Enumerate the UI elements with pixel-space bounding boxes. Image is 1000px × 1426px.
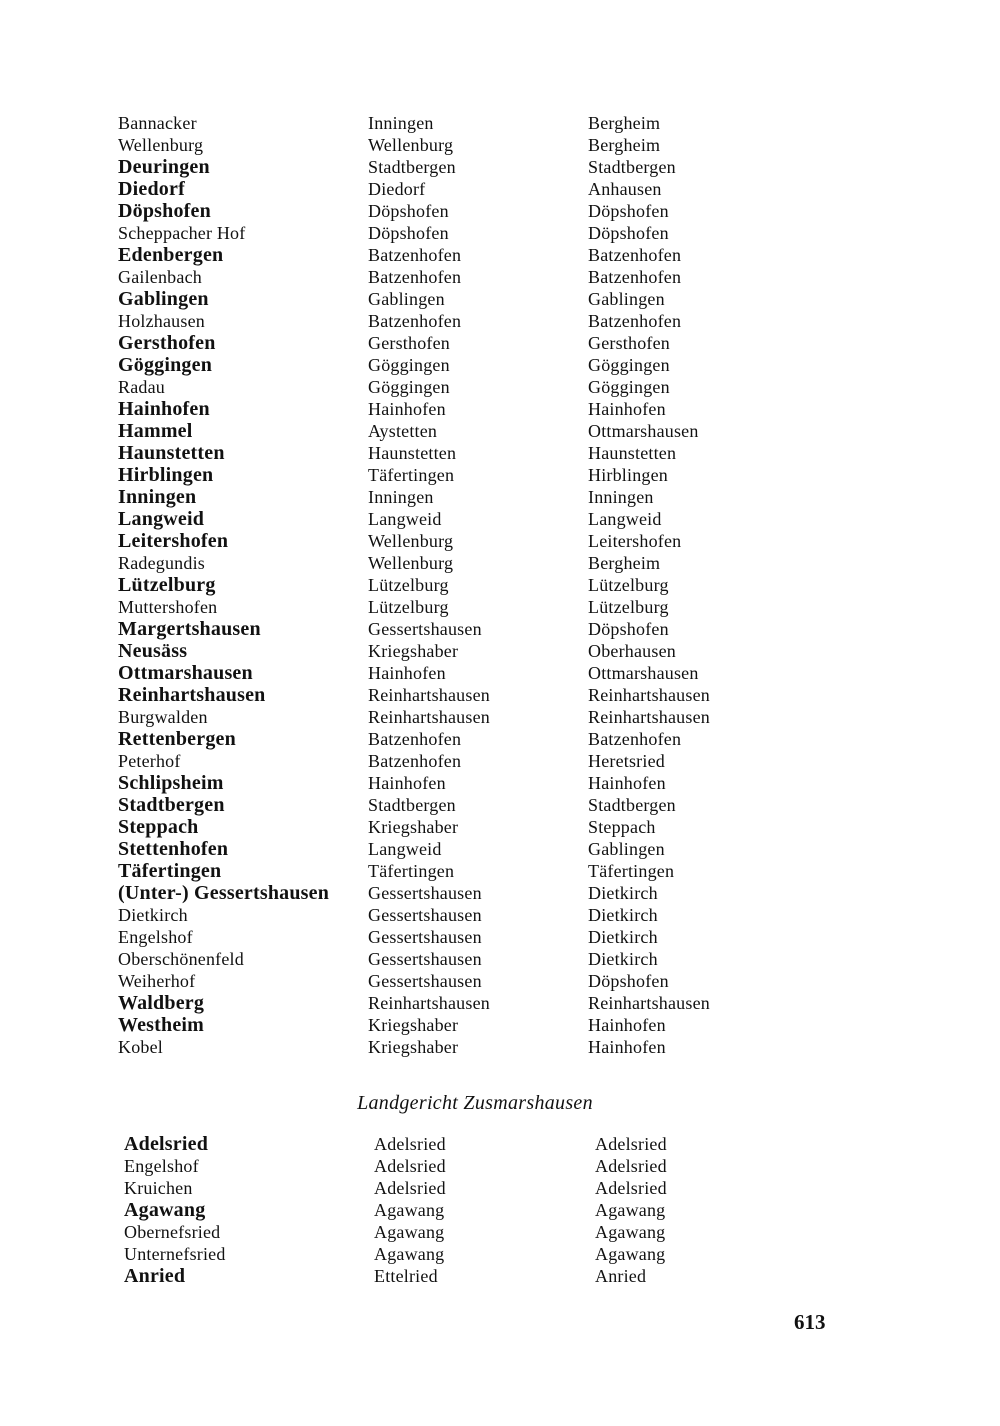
table-row [0, 398, 1000, 420]
place-name: Inningen [118, 486, 197, 508]
place-name: Kobel [118, 1037, 163, 1057]
parish-name: Göggingen [368, 377, 450, 397]
parish-name: Wellenburg [368, 553, 454, 573]
table-row [0, 596, 1000, 618]
district-name: Batzenhofen [588, 245, 682, 265]
district-name: Stadtbergen [588, 795, 676, 815]
parish-name: Göggingen [368, 355, 450, 375]
place-name: Wellenburg [118, 135, 204, 155]
parish-name: Gersthofen [368, 333, 450, 353]
place-name: Radau [118, 377, 165, 397]
table-row [0, 904, 1000, 926]
parish-name: Gessertshausen [368, 927, 482, 947]
table-row [0, 772, 1000, 794]
place-name: Oberschönenfeld [118, 949, 244, 969]
place-name: Scheppacher Hof [118, 223, 246, 243]
district-name: Döpshofen [588, 619, 669, 639]
district-name: Bergheim [588, 553, 661, 573]
district-name: Batzenhofen [588, 729, 682, 749]
place-name: Holzhausen [118, 311, 205, 331]
table-row [0, 1265, 1000, 1287]
parish-name: Diedorf [368, 179, 426, 199]
table-row [0, 530, 1000, 552]
place-name: Hainhofen [118, 398, 210, 420]
table-row [0, 508, 1000, 530]
place-name: Hirblingen [118, 464, 214, 486]
parish-name: Täfertingen [368, 861, 455, 881]
district-name: Batzenhofen [588, 311, 682, 331]
district-name: Reinhartshausen [588, 685, 710, 705]
table-row [0, 728, 1000, 750]
parish-name: Batzenhofen [368, 311, 462, 331]
place-name: Deuringen [118, 156, 210, 178]
place-name: Engelshof [118, 927, 193, 947]
parish-name: Kriegshaber [368, 1037, 459, 1057]
district-name: Oberhausen [588, 641, 676, 661]
parish-name: Hainhofen [368, 663, 446, 683]
place-name: Kruichen [124, 1178, 193, 1198]
district-name: Lützelburg [588, 575, 669, 595]
table-row [0, 1221, 1000, 1243]
district-name: Adelsried [595, 1156, 667, 1176]
place-name: Burgwalden [118, 707, 208, 727]
parish-name: Kriegshaber [368, 641, 459, 661]
table-row [0, 838, 1000, 860]
district-name: Stadtbergen [588, 157, 676, 177]
district-name: Hainhofen [588, 773, 666, 793]
district-name: Gersthofen [588, 333, 670, 353]
parish-name: Reinhartshausen [368, 707, 490, 727]
district-name: Hainhofen [588, 1037, 666, 1057]
parish-name: Inningen [368, 113, 434, 133]
place-name: Waldberg [118, 992, 205, 1014]
parish-name: Hainhofen [368, 773, 446, 793]
table-row [0, 200, 1000, 222]
district-name: Reinhartshausen [588, 993, 710, 1013]
table-row [0, 1243, 1000, 1265]
parish-name: Langweid [368, 839, 442, 859]
district-name: Inningen [588, 487, 654, 507]
district-name: Dietkirch [588, 927, 658, 947]
table-row [0, 662, 1000, 684]
district-name: Hainhofen [588, 1015, 666, 1035]
place-name: Täfertingen [118, 860, 222, 882]
parish-name: Gablingen [368, 289, 445, 309]
parish-name: Gessertshausen [368, 905, 482, 925]
place-name: Gailenbach [118, 267, 202, 287]
place-name: Stadtbergen [118, 794, 225, 816]
place-table-zusmarshausen [0, 1133, 1000, 1287]
district-name: Göggingen [588, 355, 670, 375]
place-name: Gersthofen [118, 332, 216, 354]
district-name: Anhausen [588, 179, 662, 199]
table-row [0, 684, 1000, 706]
table-row [0, 618, 1000, 640]
table-row [0, 750, 1000, 772]
table-row [0, 1177, 1000, 1199]
table-row [0, 1155, 1000, 1177]
district-name: Adelsried [595, 1178, 667, 1198]
parish-name: Agawang [374, 1222, 445, 1242]
parish-name: Reinhartshausen [368, 993, 490, 1013]
parish-name: Adelsried [374, 1178, 446, 1198]
parish-name: Hainhofen [368, 399, 446, 419]
parish-name: Inningen [368, 487, 434, 507]
table-row [0, 156, 1000, 178]
table-row [0, 706, 1000, 728]
parish-name: Batzenhofen [368, 267, 462, 287]
district-name: Göggingen [588, 377, 670, 397]
place-name: Adelsried [124, 1133, 209, 1155]
table-row [0, 794, 1000, 816]
district-name: Heretsried [588, 751, 665, 771]
district-name: Haunstetten [588, 443, 677, 463]
parish-name: Adelsried [374, 1156, 446, 1176]
place-name: Anried [124, 1265, 186, 1287]
district-name: Agawang [595, 1244, 666, 1264]
place-name: Neusäss [118, 640, 188, 662]
parish-name: Gessertshausen [368, 949, 482, 969]
table-row [0, 376, 1000, 398]
parish-name: Gessertshausen [368, 971, 482, 991]
district-name: Lützelburg [588, 597, 669, 617]
table-row [0, 1199, 1000, 1221]
district-name: Agawang [595, 1222, 666, 1242]
district-name: Gablingen [588, 839, 665, 859]
table-row [0, 244, 1000, 266]
place-name: Döpshofen [118, 200, 211, 222]
place-name: Dietkirch [118, 905, 188, 925]
table-row [0, 178, 1000, 200]
parish-name: Haunstetten [368, 443, 457, 463]
parish-name: Täfertingen [368, 465, 455, 485]
table-row [0, 970, 1000, 992]
table-row [0, 926, 1000, 948]
place-name: Rettenbergen [118, 728, 236, 750]
table-row [0, 442, 1000, 464]
table-row [0, 992, 1000, 1014]
district-name: Langweid [588, 509, 662, 529]
district-name: Steppach [588, 817, 656, 837]
parish-name: Agawang [374, 1200, 445, 1220]
place-name: Göggingen [118, 354, 213, 376]
district-name: Dietkirch [588, 883, 658, 903]
district-name: Adelsried [595, 1134, 667, 1154]
district-name: Ottmarshausen [588, 421, 699, 441]
page-number: 613 [794, 1310, 826, 1334]
district-name: Ottmarshausen [588, 663, 699, 683]
place-name: Haunstetten [118, 442, 225, 464]
district-name: Döpshofen [588, 201, 669, 221]
parish-name: Wellenburg [368, 531, 454, 551]
district-name: Agawang [595, 1200, 666, 1220]
district-name: Döpshofen [588, 223, 669, 243]
place-name: Leitershofen [118, 530, 229, 552]
parish-name: Lützelburg [368, 575, 449, 595]
place-name: Stettenhofen [118, 838, 229, 860]
parish-name: Batzenhofen [368, 729, 462, 749]
district-name: Bergheim [588, 113, 661, 133]
section-heading: Landgericht Zusmarshausen [357, 1092, 593, 1114]
parish-name: Stadtbergen [368, 795, 456, 815]
place-table-main [0, 112, 1000, 1058]
place-name: Radegundis [118, 553, 205, 573]
district-name: Anried [595, 1266, 647, 1286]
place-name: Peterhof [118, 751, 181, 771]
district-name: Täfertingen [588, 861, 675, 881]
place-name: Muttershofen [118, 597, 218, 617]
table-row [0, 420, 1000, 442]
table-row [0, 816, 1000, 838]
table-row [0, 354, 1000, 376]
district-name: Dietkirch [588, 949, 658, 969]
parish-name: Agawang [374, 1244, 445, 1264]
parish-name: Aystetten [368, 421, 438, 441]
place-name: Reinhartshausen [118, 684, 266, 706]
parish-name: Wellenburg [368, 135, 454, 155]
place-name: Gablingen [118, 288, 209, 310]
place-name: Westheim [118, 1014, 205, 1036]
district-name: Bergheim [588, 135, 661, 155]
parish-name: Gessertshausen [368, 619, 482, 639]
place-name: Ottmarshausen [118, 662, 253, 684]
place-name: Obernefsried [124, 1222, 221, 1242]
table-row [0, 948, 1000, 970]
table-row [0, 1014, 1000, 1036]
district-name: Gablingen [588, 289, 665, 309]
place-name: Bannacker [118, 113, 197, 133]
district-name: Reinhartshausen [588, 707, 710, 727]
place-name: Weiherhof [118, 971, 196, 991]
parish-name: Ettelried [374, 1266, 438, 1286]
district-name: Leitershofen [588, 531, 682, 551]
table-row [0, 552, 1000, 574]
table-row [0, 640, 1000, 662]
place-name: Agawang [124, 1199, 206, 1221]
table-row [0, 222, 1000, 244]
table-row [0, 112, 1000, 134]
place-name: Lützelburg [118, 574, 216, 596]
district-name: Hirblingen [588, 465, 668, 485]
place-name: Langweid [118, 508, 205, 530]
place-name: Hammel [118, 420, 193, 442]
table-row [0, 1036, 1000, 1058]
parish-name: Adelsried [374, 1134, 446, 1154]
district-name: Batzenhofen [588, 267, 682, 287]
place-name: Edenbergen [118, 244, 224, 266]
place-name: Unternefsried [124, 1244, 226, 1264]
parish-name: Batzenhofen [368, 751, 462, 771]
table-row [0, 860, 1000, 882]
place-name: Schlipsheim [118, 772, 224, 794]
district-name: Dietkirch [588, 905, 658, 925]
table-row [0, 574, 1000, 596]
place-name: Engelshof [124, 1156, 199, 1176]
table-row [0, 332, 1000, 354]
parish-name: Döpshofen [368, 201, 449, 221]
parish-name: Stadtbergen [368, 157, 456, 177]
parish-name: Gessertshausen [368, 883, 482, 903]
place-name: Margertshausen [118, 618, 261, 640]
place-name: Steppach [118, 816, 199, 838]
parish-name: Batzenhofen [368, 245, 462, 265]
place-name: (Unter-) Gessertshausen [118, 882, 330, 904]
table-row [0, 882, 1000, 904]
table-row [0, 288, 1000, 310]
table-row [0, 310, 1000, 332]
table-row [0, 134, 1000, 156]
table-row [0, 1133, 1000, 1155]
parish-name: Döpshofen [368, 223, 449, 243]
place-name: Diedorf [118, 178, 185, 200]
parish-name: Reinhartshausen [368, 685, 490, 705]
parish-name: Kriegshaber [368, 1015, 459, 1035]
district-name: Döpshofen [588, 971, 669, 991]
district-name: Hainhofen [588, 399, 666, 419]
table-row [0, 464, 1000, 486]
parish-name: Kriegshaber [368, 817, 459, 837]
parish-name: Lützelburg [368, 597, 449, 617]
table-row [0, 266, 1000, 288]
table-row [0, 486, 1000, 508]
parish-name: Langweid [368, 509, 442, 529]
